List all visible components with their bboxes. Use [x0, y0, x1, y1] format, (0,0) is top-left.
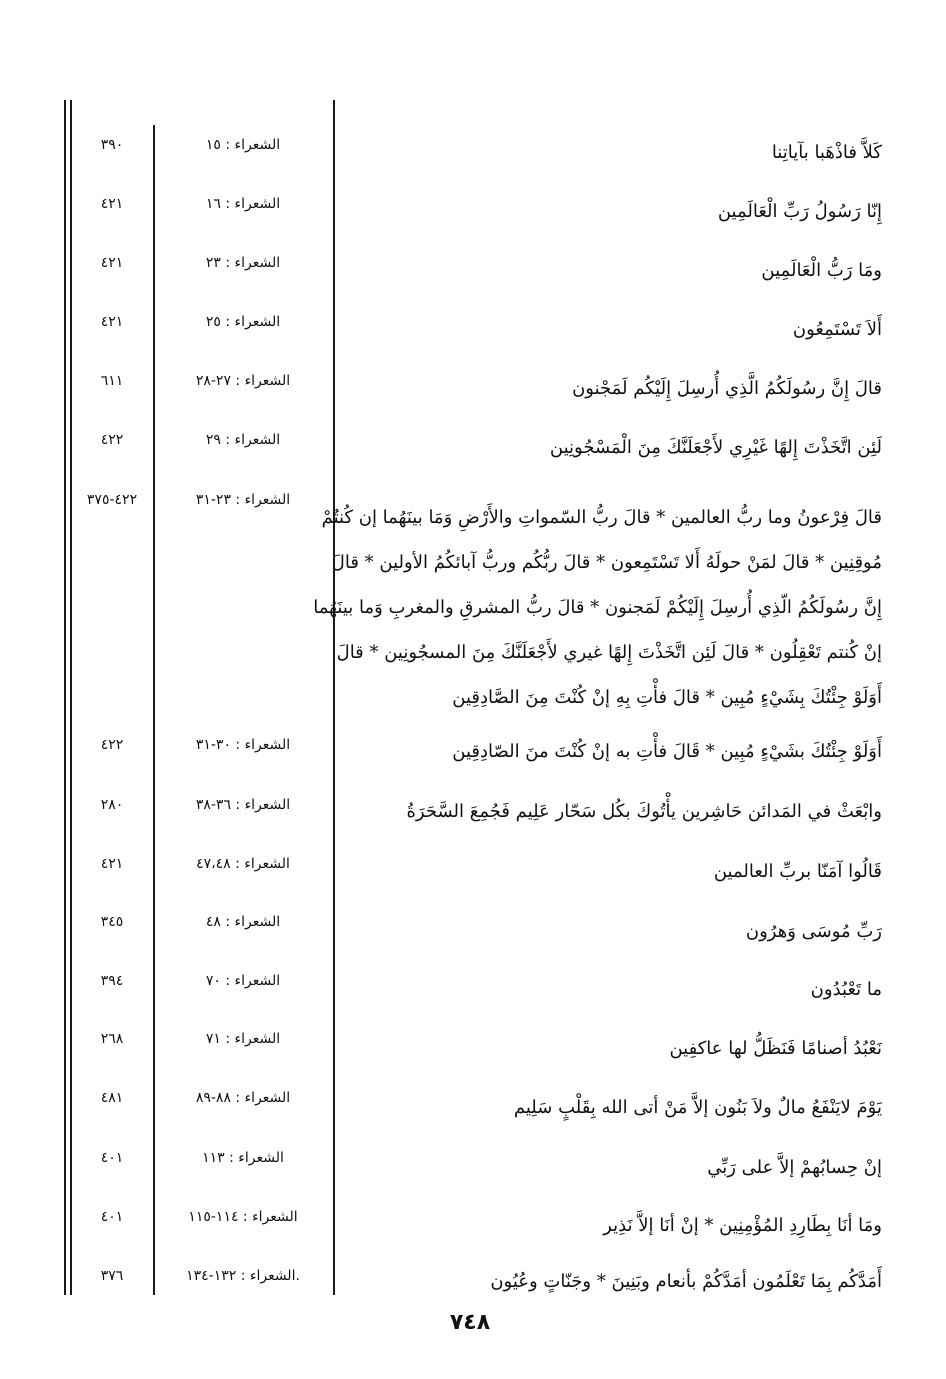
page-reference: ٤٢١ — [100, 196, 124, 212]
surah-reference: الشعراء : ٣٦-٣٨ — [195, 797, 291, 813]
surah-reference: الشعراء : ٣٠-٣١ — [195, 737, 291, 753]
verse-text — [342, 920, 882, 944]
verse-line: كَلاَّ فاذْهَبا بآياتِنا — [771, 142, 882, 163]
verse-line: أَمَدَّكُم بِمَا تَعْلَمُون أمَدَّكُمْ بأنعام وبَنِينَ * وجَنّاتٍ وعُيُون — [490, 1271, 882, 1292]
verse-text — [342, 1037, 882, 1061]
verse-line: ومَا أنَا بِطَارِدِ المُؤْمِنِين * إنْ أنَا إلاَّ نَذِير — [603, 1215, 882, 1236]
page-reference: ٤٠١ — [100, 1150, 124, 1166]
verse-text — [342, 141, 882, 165]
page-reference: ٣٤٥ — [100, 914, 124, 930]
verse-text — [342, 377, 882, 401]
verse-line: إنْ حِسابُهمْ إلاَّ على رَبِّي — [707, 1157, 882, 1178]
verse-line: إِنَّ رسُولَكُمُ الّذِي أُرسِلَ إِلَيْكُمْ لَمَجنون * قالَ ربُّ المشرقِ والمغربِ وَما بينَهُما — [313, 597, 882, 618]
verse-text — [342, 318, 882, 342]
verse-line: وابْعَثْ في المَدائن حَاشِرين يأْتُوكَ بكُل سَحّار عَلِيم فَجُمِعَ السَّحَرَةُ — [406, 801, 882, 822]
surah-reference: الشعراء : ١٥ — [205, 137, 281, 153]
page-reference: ٣٧٦ — [100, 1268, 124, 1284]
surah-reference: الشعراء : ٢٣-٣١ — [195, 492, 291, 508]
page-reference: ٤٠١ — [100, 1209, 124, 1225]
verse-line: أَوَلَوْ جِئْتُكَ بشَيْءٍ مُبِين * قَالَ فأْتِ به إنْ كُنْتَ منَ الصّادِقِين — [452, 741, 882, 762]
verse-text-block — [313, 495, 882, 720]
page-reference: ٤٢٢ — [100, 737, 124, 753]
verse-line: إِنّا رَسُولُ رَبِّ الْعَالَمِين — [717, 201, 882, 222]
surah-reference: الشعراء : ٤٨ — [205, 914, 281, 930]
verse-text — [342, 1214, 882, 1238]
verse-text — [342, 1156, 882, 1180]
page-reference: ٤٢٢-٣٧٥ — [86, 492, 138, 508]
page-reference: ٦١١ — [100, 373, 124, 389]
verse-line: رَبِّ مُوسَى وَهرُون — [745, 921, 882, 942]
verse-line: قالَ إِنَّ رسُولَكُمُ الَّذِي أُرسِلَ إِلَيْكُم لَمَجْنون — [572, 378, 882, 399]
verse-line: يَوْمَ لايَنْفَعُ مالٌ ولاَ بَنُون إلاَّ مَنْ أتى الله بِقَلْبٍ سَلِيم — [513, 1097, 882, 1118]
left-border-rule-inner — [70, 100, 72, 1295]
surah-reference: الشعراء : ٨٨-٨٩ — [195, 1090, 291, 1106]
page-reference: ٤٢١ — [100, 856, 124, 872]
verse-text — [342, 436, 882, 460]
surah-reference: الشعراء : ١١٣ — [202, 1150, 284, 1166]
verse-text — [342, 200, 882, 224]
surah-reference: الشعراء : ٧٠ — [205, 973, 281, 989]
surah-reference: الشعراء : ٢٥ — [205, 314, 281, 330]
page-reference: ٤٢١ — [100, 314, 124, 330]
surah-reference: الشعراء : ٢٩ — [205, 432, 281, 448]
verse-text — [342, 860, 882, 884]
column-divider-page — [153, 125, 155, 1295]
column-divider-text — [333, 100, 335, 1295]
verse-text — [342, 740, 882, 764]
surah-reference: الشعراء : ٧١ — [205, 1031, 281, 1047]
verse-text — [342, 978, 882, 1002]
page-reference: ٤٢٢ — [100, 432, 124, 448]
left-border-rule-outer — [64, 100, 66, 1295]
surah-reference: الشعراء : ٤٧،٤٨ — [196, 856, 290, 872]
verse-line: أَلاَ تَسْتَمِعُون — [792, 319, 882, 340]
page-reference: ٢٨٠ — [100, 797, 124, 813]
surah-reference: الشعراء : ١١٤-١١٥ — [188, 1209, 298, 1225]
page-reference: ٤٢١ — [100, 255, 124, 271]
page-reference: ٣٩٠ — [100, 137, 124, 153]
page-reference: ٣٩٤ — [100, 973, 124, 989]
verse-line: لَئِن اتَّخَذْتَ إِلهًا غَيْرِي لأَجْعَلَنَّكَ مِنَ الْمَسْجُونِين — [549, 437, 882, 458]
page-number: ٧٤٨ — [449, 1310, 491, 1335]
page-reference: ٢٦٨ — [100, 1031, 124, 1047]
surah-reference: الشعراء : ٢٣ — [205, 255, 281, 271]
verse-line: ومَا رَبُّ الْعَالَمِين — [761, 260, 882, 281]
surah-reference: .الشعراء : ١٣٢-١٣٤ — [186, 1268, 300, 1284]
verse-line: ما تَعْبُدُون — [810, 979, 882, 1000]
verse-line: أَوَلَوْ جِئْتُكَ بِشَيْءٍ مُبِين * قالَ فأْتِ بِهِ إنْ كُنْتَ مِنَ الصَّادِقِين — [452, 687, 882, 708]
surah-reference: الشعراء : ٢٧-٢٨ — [195, 373, 291, 389]
surah-reference: الشعراء : ١٦ — [205, 196, 281, 212]
verse-text — [342, 1270, 882, 1294]
verse-text — [342, 1096, 882, 1120]
verse-line: مُوقِنِين * قالَ لمَنْ حولَهُ أَلا تَسْتَمِعون * قالَ ربُّكُم وربُّ آبائكُمُ الأولين * قالَ — [331, 552, 882, 573]
verse-line: نَعْبُدُ أصنامًا فَنَظَلُّ لها عاكفِين — [669, 1038, 882, 1059]
verse-line: قَالُوا آمَنّا بربِّ العالمين — [713, 861, 882, 882]
verse-text — [342, 259, 882, 283]
verse-line: قالَ فِرْعونُ وما ربُّ العالمين * قالَ ربُّ السّمواتِ والأَرْضِ وَمَا بينَهُما إن كُنتُمْ — [321, 507, 882, 528]
verse-text — [342, 800, 882, 824]
page-reference: ٤٨١ — [100, 1090, 124, 1106]
verse-line: إنْ كُنتم تَعْقِلُون * قالَ لَئِن اتَّخَذْتَ إِلهًا غيري لأَجْعَلَنَّكَ مِنَ المسجُونِين * قالَ — [336, 642, 882, 663]
